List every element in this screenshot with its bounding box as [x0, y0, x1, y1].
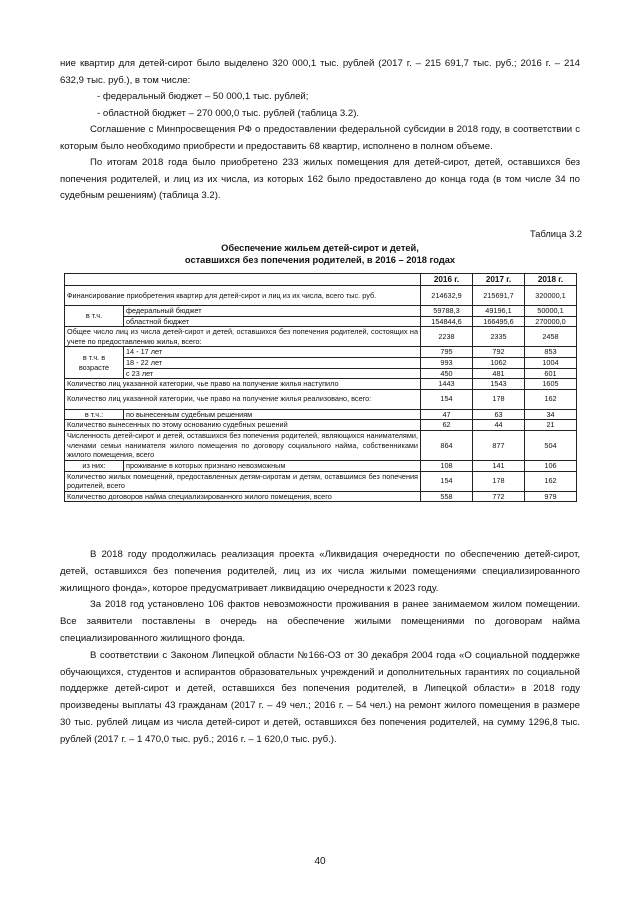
- cell-value: 59788,3: [421, 306, 473, 317]
- row-label: областной бюджет: [124, 316, 421, 327]
- row-label: федеральный бюджет: [124, 306, 421, 317]
- cell-value: 795: [421, 347, 473, 358]
- cell-value: 141: [473, 460, 525, 471]
- cell-value: 1004: [525, 357, 577, 368]
- table-caption: Таблица 3.2: [530, 229, 582, 239]
- paragraph: Соглашение с Минпросвещения РФ о предоставлении федеральной субсидии в 2018 году, в соответствии с которым было необходимо приобрести и предоставить 68 квартир, исполнено в полном объеме.: [60, 124, 580, 152]
- cell-value: 504: [525, 430, 577, 460]
- row-label: 14 - 17 лет: [124, 347, 421, 358]
- cell-value: 1443: [421, 379, 473, 390]
- row-label: Количество жилых помещений, предоставленных детям-сиротам и детям, оставшимся без попечения родителей, всего: [65, 471, 421, 491]
- cell-value: 450: [421, 368, 473, 379]
- cell-value: 62: [421, 420, 473, 431]
- text-block-bottom: [60, 547, 580, 749]
- cell-value: 154844,6: [421, 316, 473, 327]
- group-label: в т.ч. в возрасте: [65, 347, 124, 379]
- cell-value: 993: [421, 357, 473, 368]
- table-row: [65, 420, 577, 431]
- paragraph: За 2018 год установлено 106 фактов невозможности проживания в ранее занимаемом жилом помещении. Все заявители поставлены в очередь на обеспечение жилыми помещениями по договорам найма специализированного жилищного фонда.: [60, 599, 580, 644]
- table-row: [65, 471, 577, 491]
- cell-value: 1605: [525, 379, 577, 390]
- row-label: с 23 лет: [124, 368, 421, 379]
- paragraph: В 2018 году продолжилась реализация проекта «Ликвидация очередности по обеспечению детей-сирот, детей, оставшихся без попечения родителей, лиц из их числа жилыми помещениями специализированного жилищного фонда», которое предусматривает ликвидацию очередности к 2023 году.: [60, 549, 580, 594]
- paragraph: В соответствии с Законом Липецкой области №166-ОЗ от 30 декабря 2004 года «О социальной поддержке обучающихся, студентов и аспирантов образовательных учреждений и дополнительных гарантиях по социальной поддержке детей-сирот и детей, оставшихся без попечения родителей, в Липецкой области» в 2018 году произведены выплаты 43 гражданам (2017 г. – 49 чел.; 2016 г. – 54 чел.) на ремонт жилого помещения в размере 30 тыс. рублей лицам из числа детей-сирот и детей, оставшихся без попечения родителей, на сумму 1296,8 тыс. рублей (2017 г. – 1 470,0 тыс. руб.; 2016 г. – 1 620,0 тыс. руб.).: [60, 649, 580, 745]
- paragraph: - областной бюджет – 270 000,0 тыс. рублей (таблица 3.2).: [97, 107, 360, 119]
- cell-value: 154: [421, 389, 473, 409]
- cell-value: 106: [525, 460, 577, 471]
- table-row: [65, 491, 577, 502]
- cell-value: 601: [525, 368, 577, 379]
- table-row: [65, 409, 577, 420]
- cell-value: 1062: [473, 357, 525, 368]
- table-row: [65, 357, 577, 368]
- cell-value: 772: [473, 491, 525, 502]
- cell-value: 215691,7: [473, 286, 525, 306]
- cell-value: 108: [421, 460, 473, 471]
- row-label: Количество лиц указанной категории, чье право на получение жилья наступило: [65, 379, 421, 390]
- table-row: [65, 347, 577, 358]
- table-row: [65, 379, 577, 390]
- table-row: [65, 286, 577, 306]
- header-year: 2016 г.: [421, 274, 473, 286]
- table-title: [60, 242, 580, 266]
- header-year: 2017 г.: [473, 274, 525, 286]
- group-label: из них:: [65, 460, 124, 471]
- cell-value: 2238: [421, 327, 473, 347]
- table-row: [65, 327, 577, 347]
- cell-value: 154: [421, 471, 473, 491]
- cell-value: 50000,1: [525, 306, 577, 317]
- row-label: Финансирование приобретения квартир для детей-сирот и лиц из их числа, всего тыс. руб.: [65, 286, 421, 306]
- cell-value: 214632,9: [421, 286, 473, 306]
- row-label: Количество договоров найма специализированного жилого помещения, всего: [65, 491, 421, 502]
- paragraph: ние квартир для детей-сирот было выделено 320 000,1 тыс. рублей (2017 г. – 215 691,7 тыс. руб.; 2016 г. – 214 632,9 тыс. руб.), в том числе:: [60, 58, 580, 86]
- row-label: Количество вынесенных по этому основанию судебных решений: [65, 420, 421, 431]
- cell-value: 47: [421, 409, 473, 420]
- cell-value: 2335: [473, 327, 525, 347]
- cell-value: 44: [473, 420, 525, 431]
- group-label: в т.ч.: [65, 306, 124, 327]
- table-header-row: [65, 274, 577, 286]
- cell-value: 2458: [525, 327, 577, 347]
- header-year: 2018 г.: [525, 274, 577, 286]
- cell-value: 178: [473, 471, 525, 491]
- row-label: по вынесенным судебным решениям: [124, 409, 421, 420]
- row-label: Общее число лиц из числа детей-сирот и детей, оставшихся без попечения родителей, состоящих на учете по предоставлению жилья, всего:: [65, 327, 421, 347]
- paragraph: По итогам 2018 года было приобретено 233 жилых помещения для детей-сирот, детей, оставшихся без попечения родителей, и лиц из их числа, из которых 162 было предоставлено до конца года (в том числе 34 по судебным решениям) (таблица 3.2).: [60, 157, 580, 201]
- cell-value: 979: [525, 491, 577, 502]
- cell-value: 34: [525, 409, 577, 420]
- cell-value: 481: [473, 368, 525, 379]
- cell-value: 21: [525, 420, 577, 431]
- table-row: [65, 316, 577, 327]
- text-block-top: [60, 56, 580, 205]
- table-row: [65, 306, 577, 317]
- cell-value: 853: [525, 347, 577, 358]
- row-label: Количество лиц указанной категории, чье право на получение жилья реализовано, всего:: [65, 389, 421, 409]
- cell-value: 166495,6: [473, 316, 525, 327]
- cell-value: 877: [473, 430, 525, 460]
- cell-value: 49196,1: [473, 306, 525, 317]
- cell-value: 1543: [473, 379, 525, 390]
- cell-value: 270000,0: [525, 316, 577, 327]
- paragraph: - федеральный бюджет – 50 000,1 тыс. рублей;: [97, 91, 309, 102]
- table-title-line: оставшихся без попечения родителей, в 2016 – 2018 годах: [184, 255, 456, 265]
- table-row: [65, 389, 577, 409]
- cell-value: 864: [421, 430, 473, 460]
- table-title-line: Обеспечение жильем детей-сирот и детей,: [221, 243, 419, 253]
- table-row: [65, 460, 577, 471]
- group-label: в т.ч.:: [65, 409, 124, 420]
- data-table: [64, 273, 577, 502]
- table-row: [65, 368, 577, 379]
- cell-value: 558: [421, 491, 473, 502]
- row-label: Численность детей-сирот и детей, оставшихся без попечения родителей, являющихся нанимателями, членами семьи нанимателя жилого помещения по договору социального найма, собственниками жилого помещения, всего: [65, 430, 421, 460]
- cell-value: 63: [473, 409, 525, 420]
- cell-value: 162: [525, 471, 577, 491]
- row-label: проживание в которых признано невозможным: [124, 460, 421, 471]
- row-label: 18 - 22 лет: [124, 357, 421, 368]
- page-number: 40: [314, 856, 326, 867]
- header-empty-cell: [65, 274, 421, 286]
- table-row: [65, 430, 577, 460]
- cell-value: 792: [473, 347, 525, 358]
- cell-value: 320000,1: [525, 286, 577, 306]
- cell-value: 162: [525, 389, 577, 409]
- cell-value: 178: [473, 389, 525, 409]
